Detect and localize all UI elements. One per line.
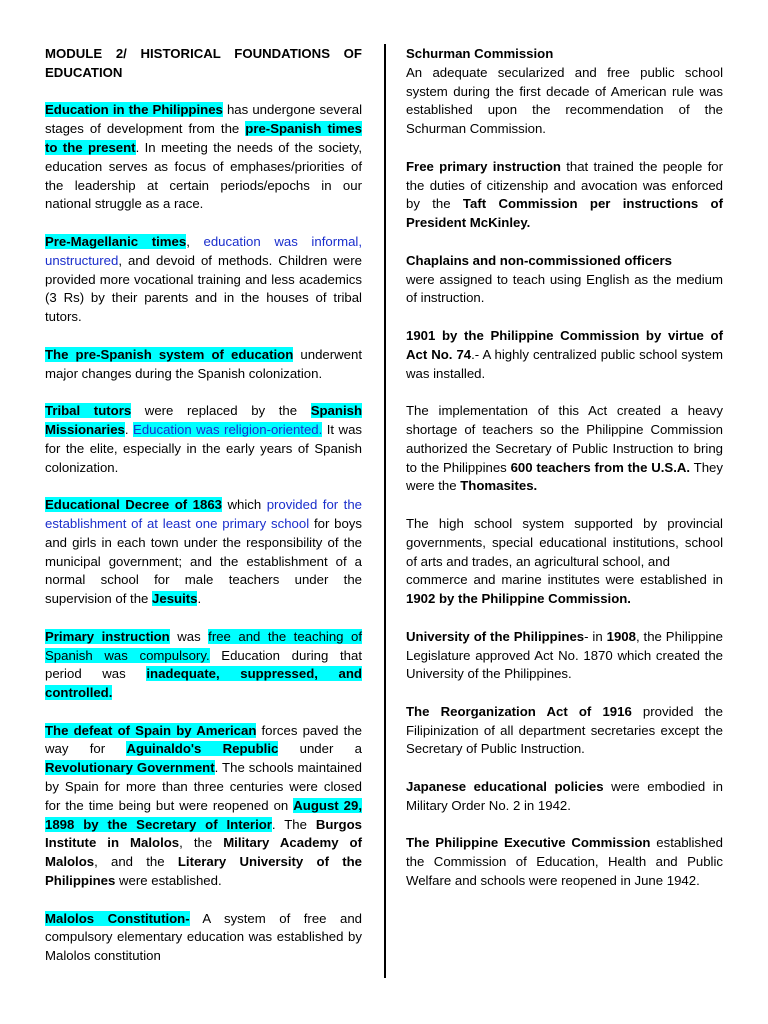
body-text: for boys and girls in each town under the responsibility of the municipal government; and the establishment of a normal school for male teachers under the supervision of the [45, 515, 362, 607]
paragraph-university-of-philippines [406, 628, 723, 684]
highlight-term: Education in the Philippines [45, 102, 223, 118]
highlight-term: Aguinaldo's Republic [126, 741, 279, 757]
highlight-term: Jesuits [152, 591, 198, 607]
blue-text: provided for the establishment of at least one primary school [45, 497, 362, 531]
body-text: Education during that period was [45, 647, 362, 682]
section-heading: Chaplains and non-commissioned officers [406, 252, 672, 268]
paragraph-educational-decree [45, 496, 362, 609]
bold-term: Taft Commission per instructions of President McKinley. [406, 196, 723, 231]
paragraph-defeat-of-spain [45, 722, 362, 891]
bold-term: The Reorganization Act of 1916 [406, 703, 632, 719]
body-text: , and devoid of methods. Children were provided more vocational training and less academics (3 Rs) by their parents and in the houses of tribal tutors. [45, 252, 362, 325]
highlight-term: The defeat of Spain by American [45, 722, 257, 738]
left-column [45, 45, 362, 966]
bold-term: 1901 by the Philippine Commission by virtue of Act No. 74 [406, 327, 723, 362]
section-heading: Schurman Commission [406, 46, 554, 61]
body-text: underwent major changes during the Spanish colonization. [45, 346, 362, 381]
body-text: commerce and marine institutes were established in [406, 572, 723, 588]
highlight-term: Educational Decree of 1863 [45, 497, 222, 513]
body-text: which [222, 497, 267, 513]
body-text: It was for the elite, especially in the early years of Spanish colonization. [45, 421, 362, 475]
bold-term: Burgos Institute in Malolos [45, 816, 362, 851]
body-text: provided the Filipinization of all department secretaries except the Secretary of Public Instruction. [406, 703, 723, 757]
paragraph-chaplains [406, 252, 723, 308]
highlight-term: Spanish Missionaries [45, 403, 362, 437]
body-text: . In meeting the needs of the society, education serves as focus of emphases/priorities of the leadership at certain periods/epochs in our national struggle as a race. [45, 139, 362, 212]
highlight-term: pre-Spanish times to the present [45, 121, 362, 155]
blue-text: education was informal, unstructured [45, 233, 363, 268]
bold-term: 1908 [606, 628, 636, 644]
paragraph-pre-magellanic [45, 233, 362, 327]
body-text: They were the [406, 459, 723, 494]
paragraph-education-in-philippines [45, 101, 362, 214]
body-text: . The schools maintained by Spain for more than three centuries were closed for the time being but were reopened on [45, 760, 363, 813]
paragraph-malolos-constitution [45, 910, 362, 966]
body-text: , and the [94, 854, 178, 870]
body-text: A system of free and compulsory elementary education was established by Malolos constitution [45, 910, 362, 964]
body-text: , the Philippine Legislature approved Act No. 1870 which created the University of the Philippines. [406, 628, 723, 682]
paragraph-executive-commission [406, 834, 723, 890]
bold-term: Free primary instruction [406, 158, 561, 174]
blue-highlight-text: Education was religion-oriented. [133, 421, 323, 437]
highlight-term: inadequate, suppressed, and controlled. [45, 666, 362, 701]
bold-term: 1902 by the Philippine Commission. [406, 591, 631, 607]
module-title: MODULE 2/ HISTORICAL FOUNDATIONS OF EDUCATION [45, 46, 362, 80]
body-text: were embodied in Military Order No. 2 in 1942. [406, 779, 723, 813]
paragraph-thomasites [406, 402, 723, 496]
paragraph-schurman-commission [406, 45, 723, 139]
body-text: . [124, 421, 134, 437]
body-text: established the Commission of Education, Health and Public Welfare and schools were reopened in June 1942. [406, 835, 723, 889]
body-text: was [169, 628, 209, 644]
body-text: were established. [115, 873, 222, 889]
highlight-term: August 29, 1898 by the Secretary of Interior [45, 797, 363, 832]
highlight-term: Tribal tutors [45, 403, 132, 419]
body-text: .- A highly centralized public school system was installed. [406, 346, 724, 381]
paragraph-free-primary-instruction [406, 158, 723, 233]
paragraph-act-no-74 [406, 327, 723, 383]
column-divider [384, 44, 386, 978]
bold-term: Japanese educational policies [406, 779, 604, 795]
body-text: The high school system supported by provincial governments, special educational institutions, school of arts and trades, an agricultural school, and [406, 515, 723, 569]
highlight-term: Malolos Constitution- [45, 910, 190, 926]
body-text: were assigned to teach using English as the medium of instruction. [406, 271, 723, 306]
body-text: An adequate secularized and free public school system during the first decade of American rule was established upon the recommendation of the Schurman Commission. [406, 64, 723, 137]
paragraph-high-school-system [406, 515, 723, 609]
body-text: were replaced by the [131, 403, 311, 419]
body-text: - in [584, 628, 607, 644]
paragraph-reorganization-act [406, 703, 723, 759]
paragraph-japanese-policies [406, 778, 723, 816]
bold-term: Military Academy of Malolos [45, 835, 362, 870]
highlight-text: free and the teaching of Spanish was compulsory. [45, 628, 362, 663]
bold-term: 600 teachers from the U.S.A. [510, 459, 691, 475]
highlight-term: Primary instruction [45, 628, 170, 644]
body-text: , [186, 233, 204, 249]
highlight-term: Pre-Magellanic times [45, 233, 187, 249]
bold-term: University of the Philippines [406, 628, 585, 644]
paragraph-primary-instruction [45, 628, 362, 703]
body-text: under a [278, 741, 362, 757]
body-text: . [197, 591, 202, 607]
bold-term: The Philippine Executive Commission [406, 835, 651, 851]
paragraph-tribal-tutors [45, 402, 362, 477]
paragraph-pre-spanish-system [45, 346, 362, 384]
right-column [406, 45, 723, 891]
body-text: , the [179, 835, 224, 851]
body-text: has undergone several stages of development from the [45, 102, 362, 137]
bold-term: Literary University of the Philippines [45, 854, 362, 889]
highlight-term: Revolutionary Government [45, 760, 215, 776]
body-text: The implementation of this Act created a heavy shortage of teachers so the Philippine Commission authorized the Secretary of Public Instruction to bring to the Philippines [406, 403, 723, 475]
bold-term: Thomasites. [460, 478, 538, 494]
body-text: that trained the people for the duties of citizenship and avocation was enforced by the [406, 158, 723, 212]
highlight-term: The pre-Spanish system of education [45, 346, 294, 362]
body-text: forces paved the way for [45, 722, 362, 757]
body-text: . The [271, 816, 316, 832]
